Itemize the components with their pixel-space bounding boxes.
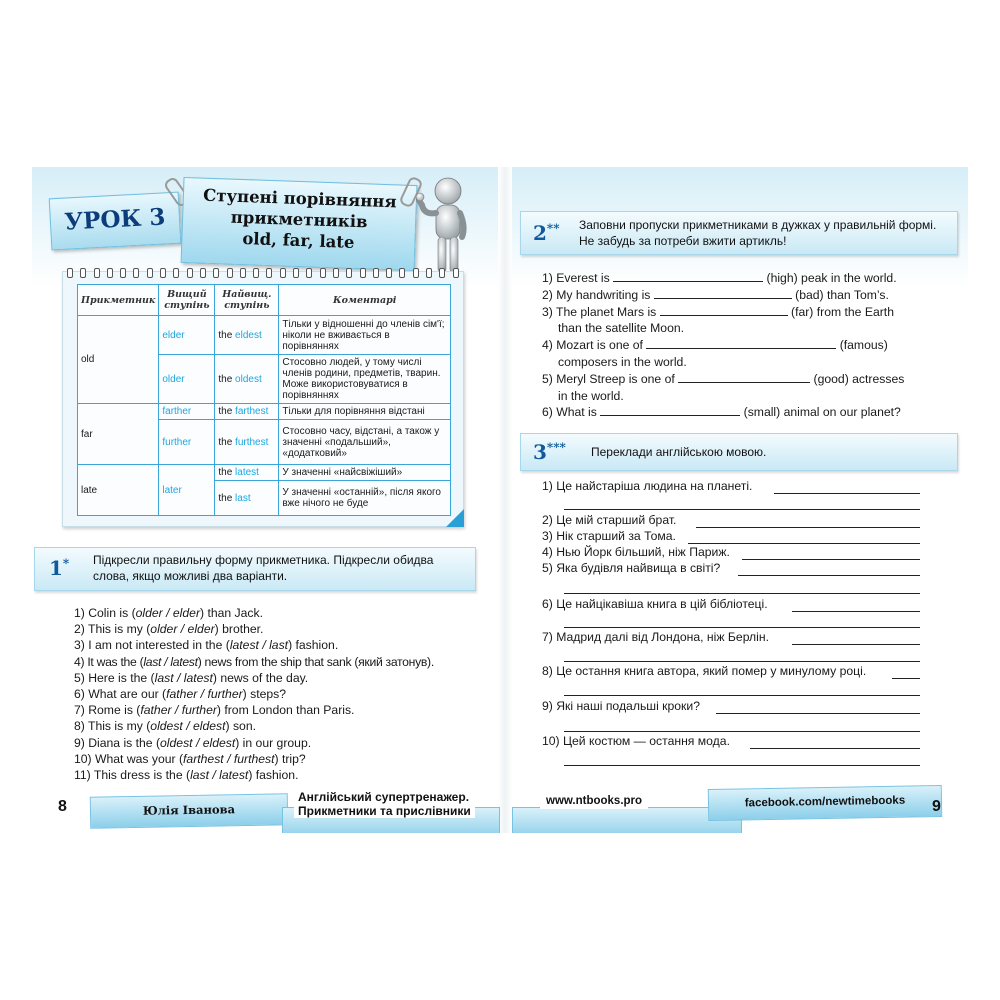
page-corner-fold	[446, 509, 464, 527]
author-tab	[90, 793, 289, 828]
left-page	[32, 167, 498, 833]
exercise-item: composers in the world.	[558, 354, 687, 369]
translation-item: 3) Нік старший за Тома.	[542, 529, 676, 543]
book-title-line-2: Прикметники та прислівники	[298, 804, 471, 818]
lesson-label	[49, 192, 182, 251]
translation-item: 4) Нью Йорк більший, ніж Париж.	[542, 545, 730, 559]
lesson-label-text: УРОК 3	[63, 203, 167, 236]
comment-cell: Стосовно людей, у тому числі членів родини, предметів, тварин. Може використовуватися в порівняннях	[279, 355, 451, 404]
answer-line[interactable]	[774, 493, 920, 494]
superlative-cell: the last	[215, 481, 279, 516]
answer-line[interactable]	[564, 731, 920, 732]
exercise-item: 1) Everest is (high) peak in the world.	[542, 271, 897, 285]
answer-line[interactable]	[564, 695, 920, 696]
answer-line[interactable]	[792, 611, 920, 612]
answer-line[interactable]	[750, 748, 920, 749]
book-title	[294, 790, 475, 818]
comparative-cell: later	[159, 465, 215, 516]
table-header: Коментарі	[279, 285, 451, 316]
notebook-rings	[67, 268, 459, 276]
exercise-item: 7) Rome is (father / further) from London than Paris.	[74, 703, 355, 718]
exercise-item: 11) This dress is the (last / latest) fashion.	[74, 768, 299, 783]
translation-item: 9) Які наші подальші кроки?	[542, 699, 700, 713]
exercise-item: 4) Mozart is one of (famous)	[542, 338, 888, 353]
comment-cell: У значенні «останній», після якого вже нічого не буде	[279, 481, 451, 516]
translation-item: 1) Це найстаріша людина на планеті.	[542, 479, 753, 493]
lesson-title	[181, 177, 418, 271]
answer-line[interactable]	[738, 575, 920, 576]
exercise-2-items	[542, 270, 904, 421]
exercise-item: 2) This is my (older / elder) brother.	[74, 622, 264, 637]
exercise-item: than the satellite Moon.	[558, 321, 685, 336]
superlative-cell: the eldest	[215, 316, 279, 355]
superlative-cell: the farthest	[215, 404, 279, 420]
adjective-cell: old	[78, 316, 159, 404]
exercise-item: in the world.	[558, 388, 624, 403]
page-number: 9	[932, 798, 941, 815]
table-row	[78, 404, 451, 420]
answer-line[interactable]	[564, 509, 920, 510]
answer-line[interactable]	[792, 644, 920, 645]
exercise-item: 9) Diana is the (oldest / eldest) in our group.	[74, 735, 312, 750]
adjective-cell: late	[78, 465, 159, 516]
comparative-cell: elder	[159, 316, 215, 355]
answer-line[interactable]	[742, 559, 920, 560]
table-header-row	[78, 285, 451, 316]
comparison-table	[77, 284, 451, 516]
exercise-1-header	[34, 547, 476, 591]
comparative-cell: farther	[159, 404, 215, 420]
exercise-3-number: 3***	[533, 440, 566, 464]
answer-line[interactable]	[564, 661, 920, 662]
exercise-item: 3) The planet Mars is (far) from the Earth	[542, 304, 894, 319]
table-row	[78, 316, 451, 355]
exercise-1-items	[74, 605, 434, 783]
exercise-item: 6) What are our (father / further) steps?	[74, 687, 287, 702]
answer-line[interactable]	[564, 593, 920, 594]
exercise-item: 2) My handwriting is (bad) than Tom’s.	[542, 287, 889, 302]
superlative-cell: the latest	[215, 465, 279, 481]
translation-item: 10) Цей костюм — остання мода.	[542, 734, 730, 748]
table-header: Найвищ. ступінь	[215, 285, 279, 316]
comment-cell: Тільки для порівняння відстані	[279, 404, 451, 420]
answer-line[interactable]	[564, 765, 920, 766]
exercise-2-instruction: Заповни пропуски прикметниками в дужках у правильній формі. Не забудь за потреби вжити артикль!	[579, 218, 937, 248]
comment-cell: Тільки у відношенні до членів сім'ї; ніколи не вживається в порівняннях	[279, 316, 451, 355]
exercise-1-instruction: Підкресли правильну форму прикметника. Підкресли обидва слова, якщо можливі два варіанти.	[93, 553, 434, 583]
answer-line[interactable]	[696, 527, 920, 528]
answer-line[interactable]	[716, 713, 920, 714]
comparative-cell: older	[159, 355, 215, 404]
translation-item: 2) Це мій старший брат.	[542, 513, 677, 527]
exercise-1-number: 1*	[49, 556, 70, 580]
book-title-line-1: Англійський супертренажер.	[298, 790, 470, 804]
title-line-3: old, far, late	[242, 229, 355, 252]
exercise-item: 4) It was the (last / latest) news from the ship that sank (який затонув).	[74, 654, 434, 669]
exercise-item: 6) What is (small) animal on our planet?	[542, 405, 901, 420]
table-header: Прикметник	[78, 285, 159, 316]
title-line-2: прикметників	[230, 207, 368, 232]
comment-cell: Стосовно часу, відстані, а також у значенні «подальший», «додатковий»	[279, 420, 451, 465]
translation-item: 5) Яка будівля найвища в світі?	[542, 561, 721, 575]
facebook-tab	[708, 785, 943, 821]
exercise-item: 5) Meryl Streep is one of (good) actresses	[542, 371, 905, 386]
right-page	[512, 167, 968, 833]
table-header: Вищий ступінь	[159, 285, 215, 316]
exercise-2-number: 2**	[533, 221, 560, 245]
superlative-cell: the oldest	[215, 355, 279, 404]
exercise-item: 1) Colin is (older / elder) than Jack.	[74, 606, 263, 620]
superlative-cell: the furthest	[215, 420, 279, 465]
website-link[interactable]: www.ntbooks.pro	[540, 793, 648, 809]
author-name: Юлія Іванова	[142, 802, 236, 818]
book-gutter	[498, 167, 512, 833]
translation-item: 8) Це остання книга автора, який помер у минулому році.	[542, 664, 867, 678]
grammar-table-card	[62, 271, 464, 527]
exercise-3-instruction: Переклади англійською мовою.	[591, 445, 767, 459]
exercise-item: 5) Here is the (last / latest) news of the day.	[74, 670, 309, 685]
answer-line[interactable]	[892, 678, 920, 679]
table-row	[78, 465, 451, 481]
translation-item: 7) Мадрид далі від Лондона, ніж Берлін.	[542, 630, 769, 644]
exercise-3-header	[520, 433, 958, 471]
title-line-1: Ступені порівняння	[202, 185, 397, 212]
book-spread	[32, 167, 968, 833]
facebook-link[interactable]: facebook.com/newtimebooks	[744, 794, 906, 810]
translation-item: 6) Це найцікавіша книга в цій бібліотеці.	[542, 597, 768, 611]
comment-cell: У значенні «найсвіжіший»	[279, 465, 451, 481]
answer-line[interactable]	[688, 543, 920, 544]
page-number: 8	[58, 798, 67, 815]
adjective-cell: far	[78, 404, 159, 465]
answer-line[interactable]	[564, 627, 920, 628]
exercise-item: 8) This is my (oldest / eldest) son.	[74, 719, 256, 734]
exercise-item: 3) I am not interested in the (latest / last) fashion.	[74, 638, 339, 653]
comparative-cell: further	[159, 420, 215, 465]
exercise-2-header	[520, 211, 958, 255]
exercise-item: 10) What was your (farthest / furthest) trip?	[74, 751, 306, 766]
